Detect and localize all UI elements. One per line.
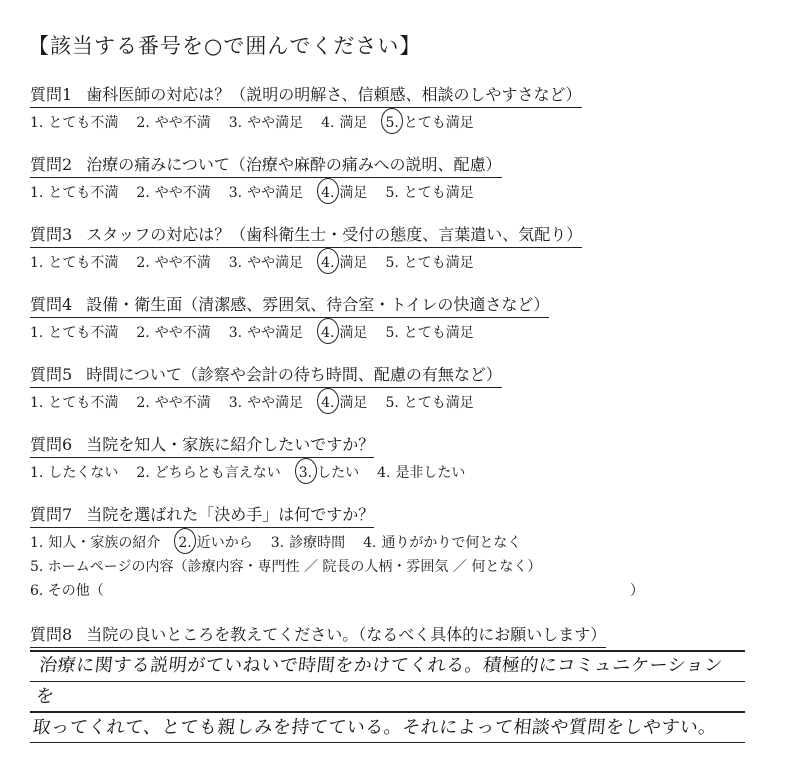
answer-option[interactable] — [136, 182, 210, 202]
answer-option-selected[interactable] — [385, 112, 473, 132]
question-3 — [30, 222, 582, 272]
question-title — [30, 292, 549, 318]
option-label: やや満足 — [247, 115, 304, 131]
option-number: 4. — [321, 185, 335, 201]
question-1 — [30, 82, 582, 132]
question-text: 設備・衛生面（清潔感、雰囲気、待合室・トイレの快適さなど） — [86, 295, 550, 314]
option-label: 知人・家族の紹介 — [48, 535, 161, 551]
question-text: 歯科医師の対応は？（説明の明解さ、信頼感、相談のしやすさなど） — [86, 85, 582, 104]
option-label: とても不満 — [48, 325, 119, 341]
answer-option[interactable] — [385, 252, 473, 272]
question-number: 質問4 — [30, 295, 73, 314]
answer-option[interactable] — [229, 252, 303, 272]
option-number: 1. — [30, 395, 44, 411]
answer-option[interactable] — [30, 322, 118, 342]
answer-option[interactable] — [30, 112, 118, 132]
option-number: 2. — [136, 185, 150, 201]
question-6 — [30, 432, 483, 482]
answer-option[interactable] — [229, 392, 303, 412]
option-number: 1. — [30, 535, 44, 551]
answer-option[interactable] — [136, 392, 210, 412]
answer-option[interactable] — [30, 182, 118, 202]
question-text: 当院の良いところを教えてください。（なるべく具体的にお願いします） — [86, 625, 607, 644]
question-2 — [30, 152, 502, 202]
option-label: 診療時間 — [289, 535, 346, 551]
option-label: どちらとも言えない — [154, 465, 281, 481]
option-label: やや不満 — [154, 325, 211, 341]
question-title — [30, 362, 502, 388]
option-number: 4. — [363, 535, 377, 551]
option-number: 2. — [136, 465, 150, 481]
answer-option-selected[interactable] — [321, 252, 367, 272]
option-label: やや満足 — [247, 185, 304, 201]
option-label: 満足 — [339, 255, 368, 271]
option-number: 5. — [385, 185, 399, 201]
answer-option-selected[interactable] — [321, 182, 367, 202]
answer-options — [30, 112, 582, 132]
option-label: 近いから — [196, 535, 253, 551]
option-number: 3. — [228, 255, 243, 271]
answer-option[interactable] — [229, 322, 303, 342]
option-number: 5. — [385, 255, 399, 271]
answer-option[interactable] — [385, 392, 473, 412]
answer-option[interactable] — [136, 252, 210, 272]
answer-option[interactable] — [136, 462, 280, 482]
answer-option[interactable] — [30, 462, 118, 482]
option-label: とても満足 — [403, 185, 474, 201]
question-text: スタッフの対応は？（歯科衛生士・受付の態度、言葉遣い、気配り） — [86, 225, 583, 244]
question-8 — [30, 622, 606, 648]
option-number: 2. — [136, 255, 150, 271]
question-title — [30, 622, 606, 648]
option-label: やや不満 — [154, 185, 211, 201]
answer-option-selected[interactable] — [321, 322, 367, 342]
option-number: 5. — [385, 325, 399, 341]
question-5 — [30, 362, 502, 412]
option-label: やや満足 — [247, 325, 304, 341]
answer-option[interactable] — [377, 462, 465, 482]
option-label: 満足 — [339, 185, 368, 201]
answer-option[interactable] — [363, 532, 521, 552]
option-label: とても不満 — [48, 115, 119, 131]
handwritten-line-1: 治療に関する説明がていねいで時間をかけてくれる。積極的にコミュニケーションを — [34, 655, 724, 707]
answer-option-selected[interactable] — [321, 392, 367, 412]
option-number: 3. — [228, 325, 243, 341]
answer-option-selected[interactable] — [178, 532, 252, 552]
option-number: 2. — [178, 535, 192, 551]
answer-options — [30, 392, 502, 412]
answer-option[interactable] — [229, 112, 303, 132]
option-label: とても不満 — [48, 395, 119, 411]
option-number: 3. — [298, 465, 313, 481]
question-number: 質問1 — [30, 85, 73, 104]
handwritten-line-2: 取ってくれて、とても親しみを持てている。それによって相談や質問をしやすい。 — [31, 717, 718, 738]
question-title — [30, 502, 374, 528]
option-label: 満足 — [339, 325, 368, 341]
answer-option[interactable] — [136, 322, 210, 342]
option-number: 4. — [321, 395, 335, 411]
question-title — [30, 432, 374, 458]
option-number: 2. — [136, 325, 150, 341]
option-number: 4. — [321, 115, 335, 131]
option-number: 4. — [321, 255, 335, 271]
handwritten-answer[interactable] — [31, 650, 741, 743]
option-label: やや不満 — [154, 395, 211, 411]
option-number: 1. — [30, 325, 44, 341]
question-text: 治療の痛みについて（治療や麻酔の痛みへの説明、配慮） — [86, 155, 502, 174]
option-number: 3. — [270, 535, 285, 551]
option-number: 1. — [30, 255, 44, 271]
option-number: 1. — [30, 465, 44, 481]
option-number: 4. — [321, 325, 335, 341]
option-number: 2. — [136, 115, 150, 131]
option-label: とても不満 — [48, 185, 119, 201]
question-title — [30, 222, 582, 248]
answer-option-extra[interactable]: 6. その他（ ） — [30, 580, 541, 600]
question-number: 質問5 — [30, 365, 73, 384]
option-label: とても満足 — [403, 395, 474, 411]
option-label: したい — [317, 465, 360, 481]
option-number: 1. — [30, 185, 44, 201]
option-number: 1. — [30, 115, 44, 131]
question-number: 質問3 — [30, 225, 73, 244]
option-number: 4. — [377, 465, 391, 481]
option-label: とても満足 — [403, 325, 474, 341]
option-label: 満足 — [339, 395, 368, 411]
option-label: やや不満 — [154, 115, 211, 131]
answer-option[interactable] — [229, 182, 303, 202]
question-title — [30, 152, 502, 178]
option-number: 5. — [385, 395, 399, 411]
option-number: 2. — [136, 395, 150, 411]
option-label: とても不満 — [48, 255, 119, 271]
answer-option[interactable] — [271, 532, 345, 552]
question-7 — [30, 502, 644, 600]
option-label: 是非したい — [395, 465, 466, 481]
option-label: とても満足 — [403, 255, 474, 271]
answer-option[interactable] — [321, 112, 367, 132]
question-number: 質問6 — [30, 435, 73, 454]
answer-option[interactable] — [30, 392, 118, 412]
question-text: 当院を選ばれた「決め手」は何ですか？ — [86, 505, 375, 524]
answer-option[interactable] — [30, 532, 160, 552]
option-label: 通りがかりで何となく — [381, 535, 522, 551]
option-number: 3. — [228, 185, 243, 201]
option-label: とても満足 — [403, 115, 474, 131]
question-text: 時間について（診察や会計の待ち時間、配慮の有無など） — [86, 365, 502, 384]
answer-option[interactable] — [136, 112, 210, 132]
answer-options — [30, 252, 582, 272]
question-number: 質問7 — [30, 505, 73, 524]
other-close-paren: ） — [630, 583, 644, 599]
option-number: 3. — [228, 395, 243, 411]
question-text: 当院を知人・家族に紹介したいですか？ — [86, 435, 375, 454]
option-label: やや満足 — [247, 395, 304, 411]
answer-option-extra[interactable]: 5. ホームページの内容（診療内容・専門性 ／ 院長の人柄・雰囲気 ／ 何となく） — [30, 559, 542, 575]
answer-option[interactable] — [385, 322, 473, 342]
option-number: 3. — [228, 115, 243, 131]
option-label: やや不満 — [154, 255, 211, 271]
answer-options — [30, 462, 483, 482]
question-title — [30, 82, 582, 108]
answer-option[interactable] — [385, 182, 473, 202]
option-number: 5. — [385, 115, 399, 131]
answer-options — [30, 322, 549, 342]
question-number: 質問8 — [30, 625, 73, 644]
form-header: 【該当する番号を○で囲んでください】 — [28, 34, 422, 58]
answer-options — [30, 182, 502, 202]
answer-options — [30, 532, 541, 552]
question-number: 質問2 — [30, 155, 73, 174]
answer-option-selected[interactable] — [299, 462, 359, 482]
option-label: やや満足 — [247, 255, 304, 271]
option-label: 満足 — [339, 115, 368, 131]
answer-option[interactable] — [30, 252, 118, 272]
option-label: したくない — [48, 465, 119, 481]
question-4 — [30, 292, 549, 342]
